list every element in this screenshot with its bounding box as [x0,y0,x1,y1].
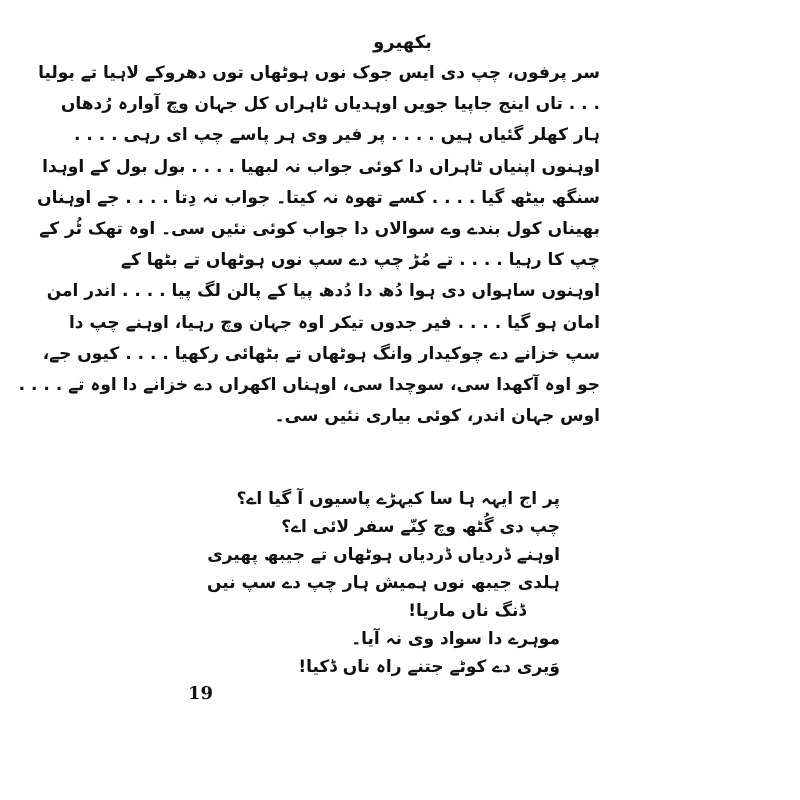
verse-line: چپ دی گُٹھ وچ کِنّے سفر لائی اے؟ [281,517,560,537]
prose-line: . . . تاں اینج جاپیا جویں اوہدیاں ٹاہراں کل جہان وچ آوارہ رُدھاں [60,94,600,115]
prose-line: امان ہو گیا . . . . فیر جدوں تیکر اوہ جہان وچ رہیا، اوہنے چپ دا [68,312,600,333]
verse-line: موہرے دا سواد وی نہ آیا۔ [351,629,560,649]
page-heading: بکھیرو [373,32,432,53]
verse-line: پر اج ایہہ ہا سا کیہڑے پاسیوں آ گیا اے؟ [236,489,560,509]
prose-line: چپ کا رہیا . . . . تے مُڑ چپ دے سپ نوں ہوٹھاں تے بٹھا کے [121,250,600,271]
prose-line: اوہنوں ساہواں دی ہوا دُھ دا دُدھ پیا کے پالن لگ پیا . . . . اندر امن [46,281,600,302]
prose-line: اوہنوں اپنیاں ٹاہراں دا کوئی جواب نہ لبھیا . . . . بول بول کے اوہدا [42,156,600,177]
verse-line: وَیری دے کوٹے جتنے راہ ناں ڈکیا! [298,657,560,677]
prose-line: ہار کھلر گئیاں ہیں . . . . پر فیر وی ہر پاسے چپ ای رہی . . . . [73,125,600,146]
verse-block [206,485,560,681]
verse-line: ہلدی جیبھ نوں ہمیش ہار چپ دے سپ نیں [206,573,560,593]
prose-line: بھیناں کول بندے وے سوالاں دا جواب کوئی نئیں سی۔ اوہ تھک ٹُر کے [39,218,600,239]
verse-line: اوہنے ڈردیاں ڈردیاں ہوٹھاں تے جیبھ پھیری [207,545,560,565]
prose-line: سنگھ بیٹھ گیا . . . . کسے تھوہ نہ کیتا۔ جواب نہ دِتا . . . . جے اوہناں [37,187,600,208]
verse-line: ڈنگ ناں ماریا! [408,601,526,621]
prose-line: اوس جہان اندر، کوئی بیاری نئیں سی۔ [274,406,600,427]
page-number: 19 [188,683,214,704]
prose-line: سر پرفوں، چپ دی ایس جوک نوں ہوٹھاں توں دھروکے لاہیا تے بولیا [38,63,600,83]
prose-line: جو اوہ آکھدا سی، سوچدا سی، اوہناں اکھراں دے خزانے دا اوہ تے . . . . [18,374,600,395]
prose-line: سپ خزانے دے چوکیدار وانگ ہوٹھاں تے بٹھائی رکھیا . . . . کیوں جے، [42,343,600,364]
prose-block [18,28,600,432]
